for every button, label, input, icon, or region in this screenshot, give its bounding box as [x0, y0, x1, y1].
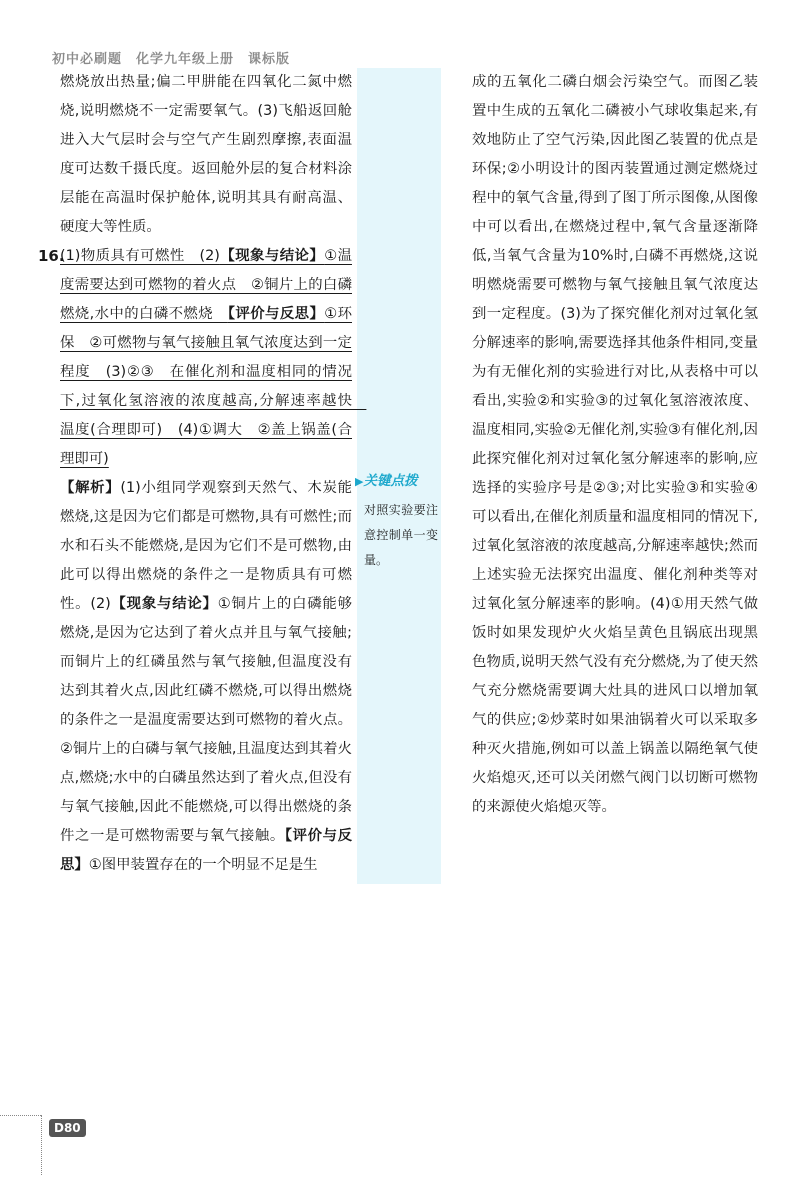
key-tip-title — [355, 469, 445, 489]
analysis-label: 【解析】 — [60, 480, 121, 496]
answer-part-1: (1)物质具有可燃性 (2) — [60, 248, 220, 264]
corner-divider — [41, 1115, 42, 1175]
analysis-block — [60, 474, 352, 880]
analysis-section-label: 【评价与反思】 — [60, 828, 352, 873]
analysis-text: ①图甲装置存在的一个明显不足是生 — [88, 857, 318, 873]
answer-section-label: 【现象与结论】 — [219, 248, 325, 264]
question-number: 16. — [38, 247, 65, 265]
left-column — [38, 68, 367, 880]
corner-divider — [0, 1115, 41, 1116]
analysis-text: (1)小组同学观察到天然气、木炭能燃烧,这是因为它们都是可燃物,具有可燃性;而水和石头不能燃烧,是因为它们不是可燃物,由此可以得出燃烧的条件之一是物质具有可燃性。(2) — [60, 480, 352, 612]
continued-paragraph: 燃烧放出热量;偏二甲肼能在四氧化二氮中燃烧,说明燃烧不一定需要氧气。(3)飞船返回舱进入大气层时会与空气产生剧烈摩擦,表面温度可达数千摄氏度。返回舱外层的复合材料涂层能在高温时保护舱体,说明其具有耐高温、硬度大等性质。 — [60, 74, 352, 235]
key-tip-label: 关键点拨 — [363, 473, 418, 489]
page-number: D80 — [49, 1119, 86, 1137]
answer-block — [38, 242, 367, 474]
answer-part-2: ①温度需要达到可燃物的着火点 ②铜片上的白磷燃烧,水中的白磷不燃烧 — [60, 248, 352, 322]
analysis-text: ①铜片上的白磷能够燃烧,是因为它达到了着火点并且与氧气接触;而铜片上的红磷虽然与氧气接触,但温度没有达到其着火点,因此红磷不燃烧,可以得出燃烧的条件之一是温度需要达到可燃物的着火点。②铜片上的白磷与氧气接触,且温度达到其着火点,燃烧;水中的白磷虽然达到了着火点,但没有与氧气接触,因此不能燃烧,可以得出燃烧的条件之一是可燃物需要与氧气接触。 — [60, 596, 352, 844]
right-column — [472, 68, 758, 822]
answer-part-3: ①环保 ②可燃物与氧气接触且氧气浓度达到一定程度 (3)②③ 在催化剂和温度相同的情况下,过氧化氢溶液的浓度越高,分解速率越快 温度(合理即可) (4)①调大 ②盖上锅盖(合理即可) — [60, 306, 367, 467]
arrow-icon: ▶ — [355, 475, 364, 488]
analysis-continued: 成的五氧化二磷白烟会污染空气。而图乙装置中生成的五氧化二磷被小气球收集起来,有效地防止了空气污染,因此图乙装置的优点是环保;②小明设计的图丙装置通过测定燃烧过程中的氧气含量,得到了图丁所示图像,从图像中可以看出,在燃烧过程中,氧气含量逐渐降低,当氧气含量为10%时,白磷不再燃烧,这说明燃烧需要可燃物与氧气接触且氧气浓度达到一定程度。(3)为了探究催化剂对过氧化氢分解速率的影响,需要选择其他条件相同,变量为有无催化剂的实验进行对比,从表格中可以看出,实验②和实验③的过氧化氢溶液浓度、温度相同,实验②无催化剂,实验③有催化剂,因此探究催化剂对过氧化氢分解速率的影响,应选择的实验序号是②③;对比实验③和实验④可以看出,在催化剂质量和温度相同的情况下,过氧化氢溶液的浓度越高,分解速率越快;然而上述实验无法探究出温度、催化剂种类等对过氧化氢分解速率的影响。(4)①用天然气做饭时如果发现炉火火焰呈黄色且锅底出现黑色物质,说明天然气没有充分燃烧,为了使天然气充分燃烧需要调大灶具的进风口以增加氧气的供应;②炒菜时如果油锅着火可以采取多种灭火措施,例如可以盖上锅盖以隔绝氧气使火焰熄灭,还可以关闭燃气阀门以切断可燃物的来源使火焰熄灭等。 — [472, 74, 758, 815]
running-header: 初中必刷题 化学九年级上册 课标版 — [52, 52, 291, 67]
key-tip-body: 对照实验要注意控制单一变量。 — [364, 503, 438, 567]
analysis-section-label: 【现象与结论】 — [110, 596, 218, 612]
answer-section-label: 【评价与反思】 — [227, 306, 325, 322]
